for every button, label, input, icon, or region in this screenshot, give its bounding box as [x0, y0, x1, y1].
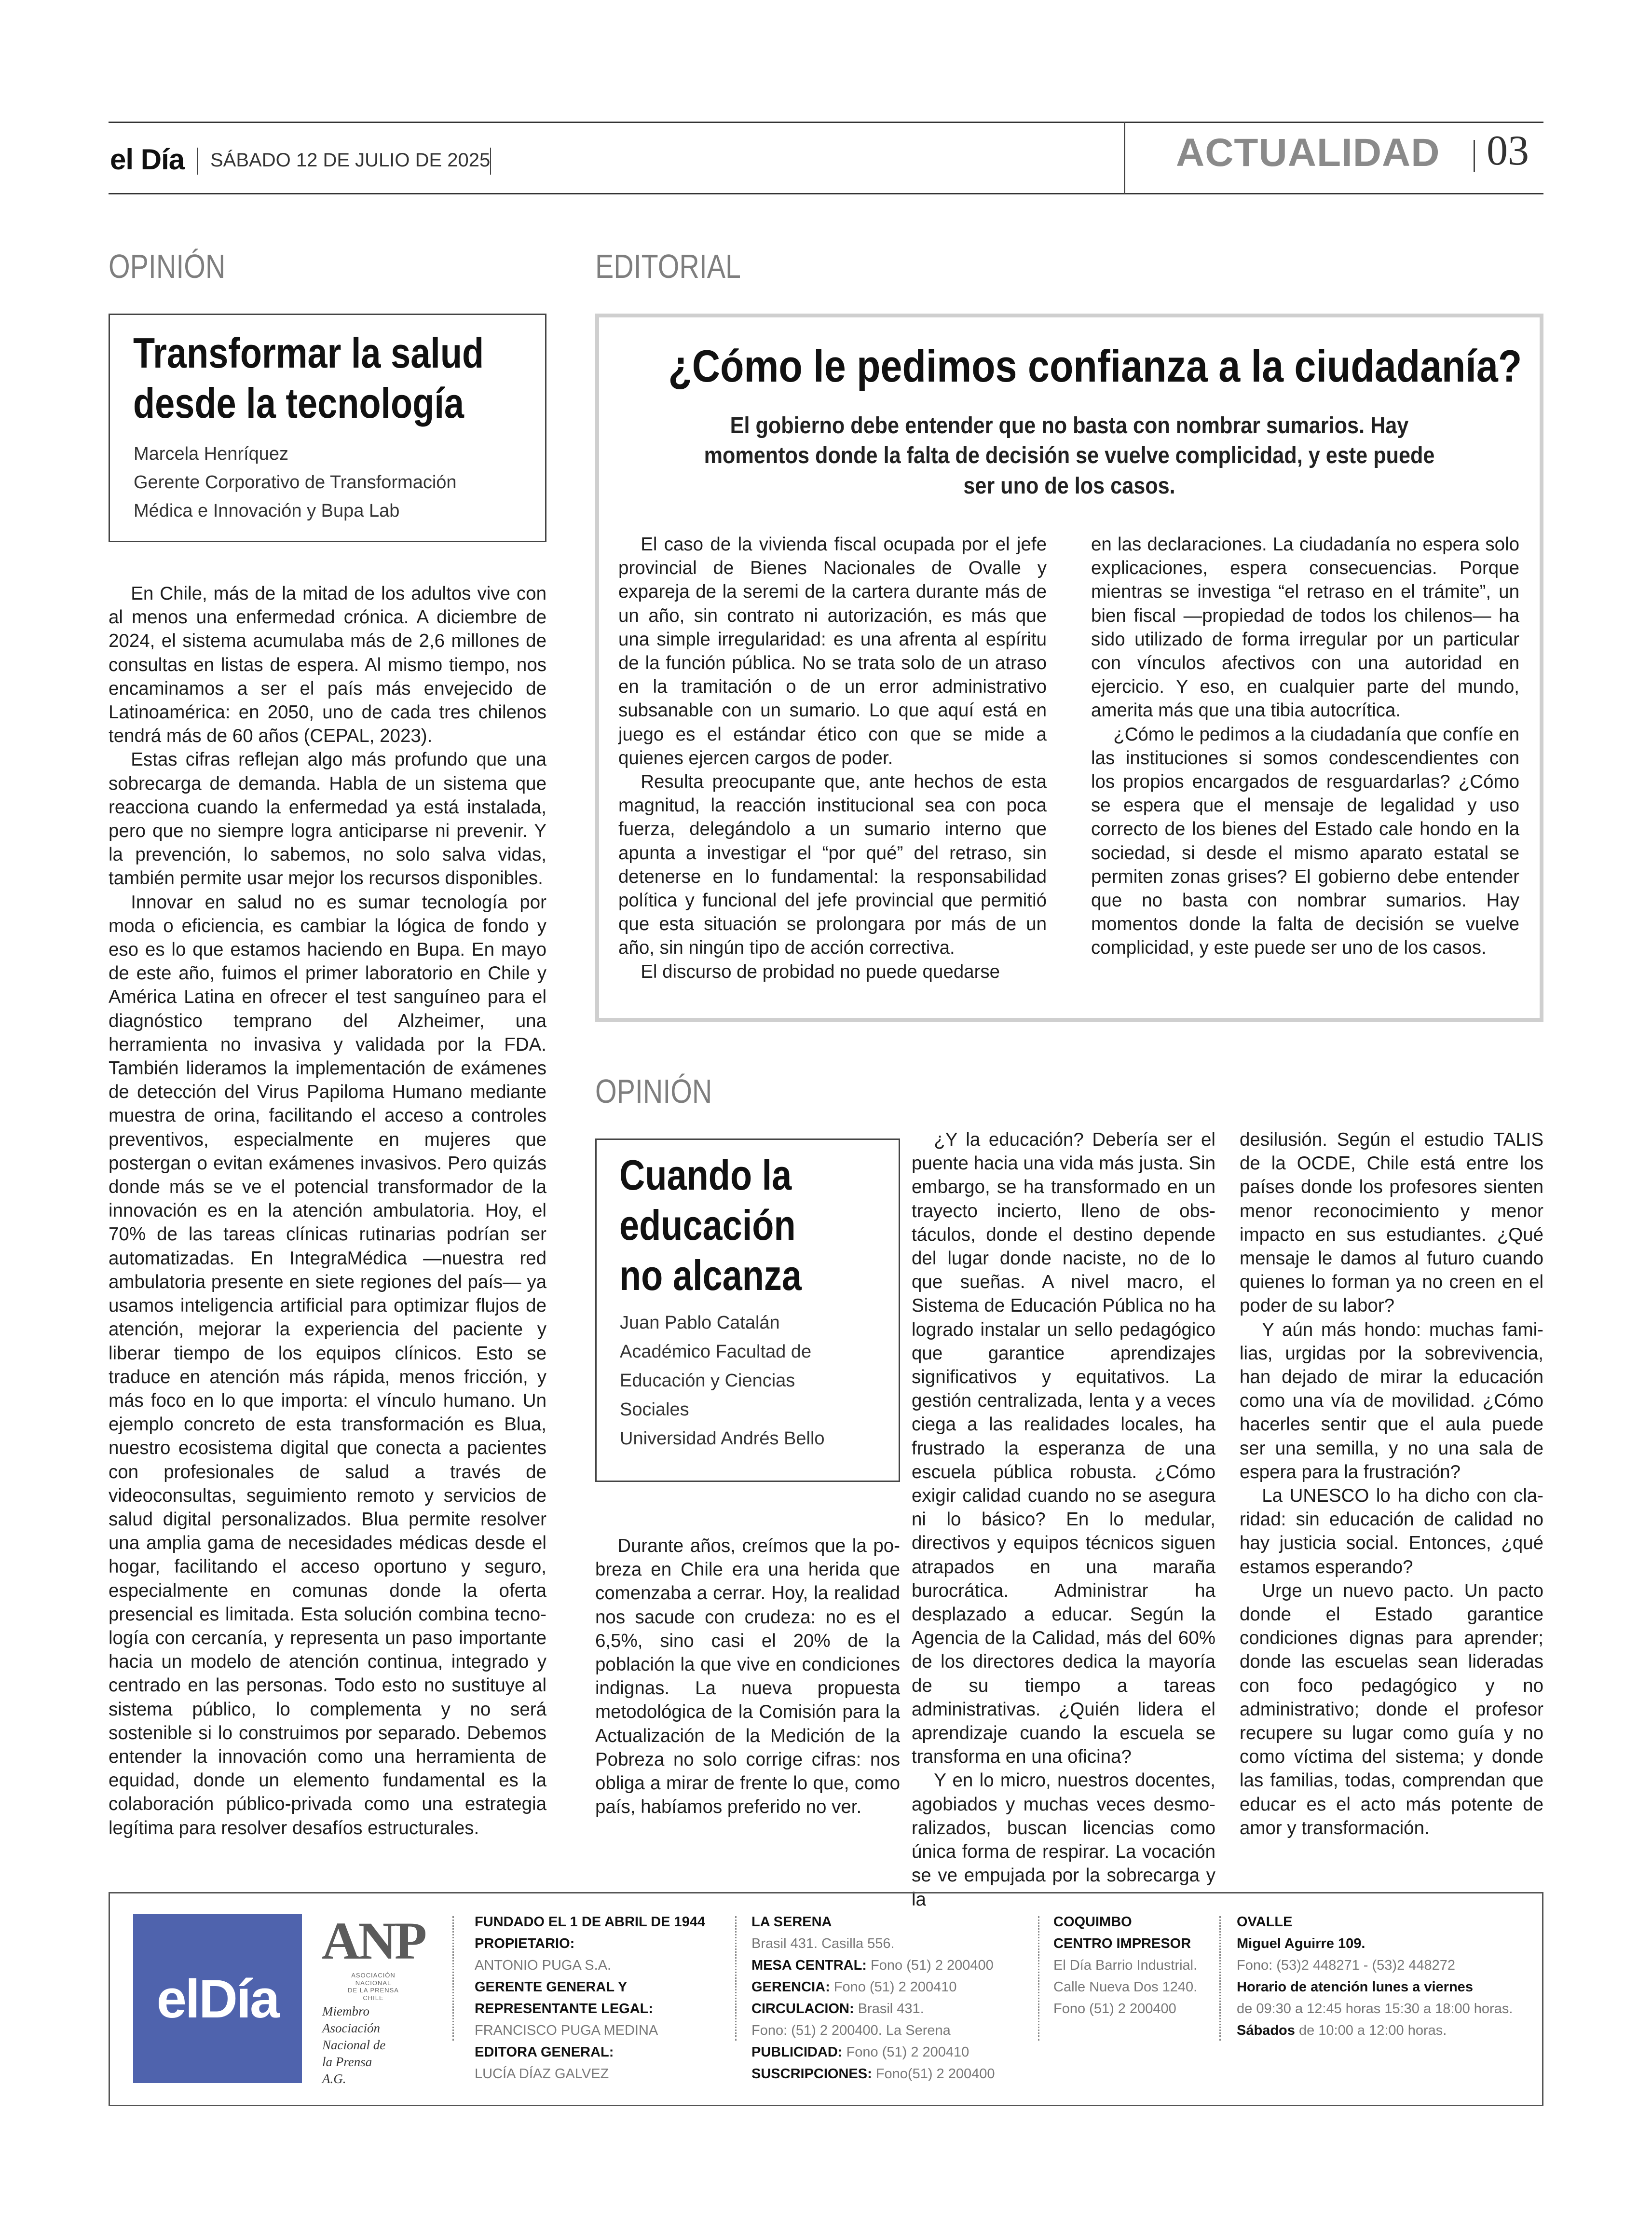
opinion2-kicker: OPINIÓN — [595, 1072, 712, 1110]
la-serena-fono: Fono: (51) 2 200400. La Serena — [751, 2023, 951, 2038]
anp-small-3: DE LA PRENSA — [348, 1987, 399, 1994]
member-line-3: Nacional de — [322, 2038, 386, 2053]
anp-member-text — [322, 2003, 385, 2087]
masthead-sep-3 — [1474, 140, 1475, 172]
gerencia-value: Fono (51) 2 200410 — [833, 1979, 957, 1995]
opinion-headline-line-1: Transformar la salud — [133, 329, 484, 377]
coquimbo-city: COQUIMBO — [1053, 1914, 1132, 1930]
opinion2-headline — [619, 1150, 802, 1300]
editorial-col-1 — [618, 533, 1047, 996]
opinion-paragraph: En Chile, más de la mitad de los adultos vive con al menos una enfermedad crónica. A diciembre de 2024, el sistema acumulaba más de 2,6 millones de consultas en listas de espera. Al mismo tiempo, nos encaminamos a ser el país más envejecido de Latinoamérica: en 2050, uno de cada tres chilenos tendrá más de 60 años (CEPAL, 2023). — [109, 583, 546, 747]
footer-separator — [1219, 1916, 1221, 2041]
masthead-date: SÁBADO 12 DE JULIO DE 2025 — [210, 150, 491, 171]
opinion-headline-line-2: desde la tecnología — [133, 379, 464, 427]
footer-logo-text: elDía — [156, 1968, 279, 2029]
opinion2-paragraph: ¿Y la educación? Debería ser el puente hacia una vida más justa. Sin embargo, se ha transformado en un trayecto incierto, lleno de obstáculos, donde el destino depende del lugar donde naciste, no de lo que sueñas. A nivel macro, el Sistema de Educación Pública no ha logrado instalar un sello pedagógico que garantice aprendizajes significativos y equitativos. La gestión centralizada, lenta y a veces ciega a las realidades locales, ha frustrado la esperanza de una escuela pública robusta. ¿Cómo exigir calidad cuando no se asegura ni lo básico? En lo medular, directivos y equipos técnicos siguen atrapados en una maraña burocrática. Administrar ha desplazado a educar. Según la Agencia de la Calidad, más del 60% de los directores dedica la mayoría de su tiempo a tareas administrativas. ¿Quién lidera el aprendizaje cuando la escuela se transforma en una oficina? — [912, 1129, 1215, 1768]
anp-small-2: NACIONAL — [355, 1979, 392, 1987]
author-name: Juan Pablo Catalán — [620, 1313, 780, 1333]
opinion2-paragraph: Durante años, creímos que la pobreza en Chile era una herida que comenzaba a cerrar. Hoy, la realidad nos sacude con crudeza: no es el 6,5%, sino casi el 20% de la población la que vive en condiciones indignas. La nueva propuesta metodológica de la Comisión para la Actualización de la Medición de la Pobreza no solo corrige cifras: nos obliga a mirar de frente lo que, como país, habíamos preferido no ver. — [595, 1536, 900, 1818]
member-line-1: Miembro — [322, 2004, 369, 2018]
author-role-2: Médica e Innovación y Bupa Lab — [134, 500, 400, 521]
anp-small-4: CHILE — [363, 1994, 384, 2002]
suscripciones-value: Fono(51) 2 200400 — [875, 2066, 995, 2082]
editor-value: LUCÍA DÍAZ GALVEZ — [475, 2066, 609, 2082]
editorial-paragraph: Resulta preocupante que, ante hechos de esta magnitud, la reacción institucional sea con poca fuerza, delegándolo a un sumario interno que apunta a investigar el “por qué” del retraso, sin detenerse en lo fundamental: la responsabilidad política y funcional del jefe provincial que permitió que esta situación se prolongara por más de un año, sin ningún tipo de acción correctiva. — [618, 771, 1047, 959]
suscripciones-label: SUSCRIPCIONES: — [751, 2066, 872, 2082]
footer-col-la-serena — [751, 1911, 1022, 2085]
page-number: 03 — [1487, 127, 1529, 174]
editorial-col-2 — [1091, 533, 1519, 996]
opinion-kicker: OPINIÓN — [109, 247, 226, 285]
owner-value: ANTONIO PUGA S.A. — [475, 1958, 612, 1973]
editor-label: EDITORA GENERAL: — [475, 2044, 614, 2060]
manager-label-2: REPRESENTANTE LEGAL: — [475, 2001, 654, 2016]
opinion2-col-2 — [912, 1128, 1215, 1910]
opinion2-paragraph: Urge un nuevo pacto. Un pacto donde el Estado garantice condiciones dignas para aprender; donde las escuelas sean lideradas con foco pedagógico y no administrativo; donde el profesor recupere su lugar como guía y no como víctima del sistema; y donde las familias, todas, comprendan que educar es el acto más potente de amor y transformación. — [1240, 1580, 1543, 1838]
opinion2-headline-line-1: Cuando la — [619, 1151, 792, 1199]
circulacion-label: CIRCULACION: — [751, 2001, 854, 2016]
central-value: Fono (51) 2 200400 — [871, 1958, 994, 1973]
masthead-logo: el Día — [110, 143, 185, 176]
footer-separator — [735, 1916, 737, 2041]
author-role-1: Gerente Corporativo de Transformación — [134, 472, 457, 493]
anp-logo — [320, 1910, 426, 2002]
gerencia-label: GERENCIA: — [751, 1979, 830, 1995]
opinion-byline — [134, 440, 457, 525]
coquimbo-line-2: Calle Nueva Dos 1240. — [1053, 1979, 1198, 1995]
editorial-subtitle-line-3: ser uno de los casos. — [963, 473, 1175, 499]
author-role-3: Sociales — [620, 1399, 689, 1420]
ovalle-saturday-label: Sábados — [1237, 2023, 1295, 2038]
editorial-subtitle-line-2: momentos donde la falta de decisión se vuelve complicidad, y este puede — [704, 443, 1435, 469]
editorial-title: ¿Cómo le pedimos confianza a la ciudadanía? — [668, 341, 1522, 391]
opinion-headline — [133, 328, 498, 428]
ovalle-address: Miguel Aguirre 109. — [1237, 1936, 1365, 1951]
author-name: Marcela Henríquez — [134, 444, 289, 464]
author-role-1: Académico Facultad de — [620, 1342, 812, 1362]
centro-impresor-label: CENTRO IMPRESOR — [1053, 1936, 1191, 1951]
masthead-top-rule — [109, 122, 1543, 123]
footer-col-coquimbo — [1053, 1911, 1217, 2020]
member-line-2: Asociación — [322, 2021, 380, 2036]
opinion2-paragraph: La UNESCO lo ha dicho con claridad: sin educación de calidad no hay justicia social. Entonces, ¿qué estamos esperando? — [1240, 1485, 1543, 1577]
anp-small-1: ASOCIACIÓN — [351, 1972, 396, 1979]
ovalle-hours-label: Horario de atención lunes a viernes — [1237, 1979, 1473, 1995]
coquimbo-line-1: El Día Barrio Industrial. — [1053, 1958, 1198, 1973]
manager-label-1: GERENTE GENERAL Y — [475, 1979, 628, 1995]
ovalle-saturday-hours: de 10:00 a 12:00 horas. — [1298, 2023, 1447, 2038]
author-role-2: Educación y Ciencias — [620, 1371, 795, 1391]
editorial-paragraph: en las declaraciones. La ciudadanía no espera solo explicaciones, espera consecuencias. Porque mientras se investiga “el retraso en el trámite”, un bien fiscal —propiedad de todos los chilenos— ha sido utilizado de forma irregular por un particular con vínculos afectivos con una autoridad en ejercicio. Y eso, en cualquier parte del mundo, amerita más que una tibia autocrítica. — [1091, 534, 1519, 721]
opinion-paragraph: Estas cifras reflejan algo más profundo que una sobrecarga de demanda. Habla de un sistema que reacciona cuando la enfermedad ya está instalada, pero que no siempre logra anticiparse ni prevenir. Y la prevención, lo sabemos, no solo salva vidas, también permite usar mejor los recursos disponibles. — [109, 749, 546, 889]
opinion-body — [109, 582, 546, 1846]
member-line-5: A.G. — [322, 2071, 346, 2086]
footer-separator — [452, 1916, 454, 2041]
masthead-sep-1 — [197, 148, 198, 175]
publicidad-value: Fono (51) 2 200410 — [846, 2044, 969, 2060]
section-name: ACTUALIDAD — [1176, 131, 1440, 175]
editorial-kicker: EDITORIAL — [595, 247, 741, 285]
anp-logo-text: ANP — [321, 1911, 425, 1970]
circulacion-value: Brasil 431. — [858, 2001, 924, 2016]
ovalle-hours: de 09:30 a 12:45 horas 15:30 a 18:00 horas. — [1237, 2001, 1513, 2016]
opinion2-paragraph: desilusión. Según el estudio TALIS de la OCDE, Chile está entre los países donde los profesores sienten menor reconocimiento y menor impacto en sus estudiantes. ¿Qué mensaje le damos al futuro cuando quienes lo forman ya no creen en el poder de su labor? — [1240, 1129, 1543, 1317]
masthead-bottom-rule — [109, 193, 1543, 194]
footer-col-staff — [475, 1911, 735, 2085]
publicidad-label: PUBLICIDAD: — [751, 2044, 843, 2060]
opinion2-byline — [620, 1308, 825, 1453]
opinion2-col-3 — [1240, 1128, 1543, 1838]
opinion2-headline-line-3: no alcanza — [619, 1251, 802, 1299]
anp-logo-subtext — [320, 1972, 426, 2002]
footer-logo — [133, 1914, 302, 2083]
editorial-paragraph: ¿Cómo le pedimos a la ciudadanía que confíe en las instituciones si somos condescendientes con los propios encargados de resguardarlas? ¿Cómo se espera que el mensaje de legalidad y uso correcto de los bienes del Estado cale hondo en la sociedad, si desde el mismo aparato estatal se permiten zonas grises? El gobierno debe entender que no basta con nombrar sumarios. Hay momentos donde la falta de decisión se vuelve complicidad, y este puede ser uno de los casos. — [1091, 724, 1519, 959]
footer-separator — [1038, 1916, 1039, 2041]
author-role-4: Universidad Andrés Bello — [620, 1428, 825, 1449]
opinion-paragraph: Innovar en salud no es sumar tecnología por moda o eficiencia, es cambiar la lógica de fondo y eso es lo que estamos haciendo en Bupa. En mayo de este año, fuimos el primer laboratorio en Chile y América Latina en ofrecer el test sanguíneo para el diagnóstico temprano del Alzheimer, una herramienta no invasiva y validada por la FDA. También lideramos la implementación de exámenes de detección del Virus Papiloma Humano mediante muestra de orina, facilitando el acceso a controles preventivos, especialmente en mujeres que postergan o evitan exámenes invasivos. Pero quizás donde más se ve el potencial transformador de la innovación es en la atención ambulatoria. Hoy, el 70% de las tareas clínicas rutinarias podrían ser automatizadas. En IntegraMédica —nuestra red ambulatoria presente en siete regiones del país— ya usamos inteligencia artificial para optimizar flujos de atención, mejorar la experiencia del paciente y liberar tiempo de los equipos clínicos. Esto se traduce en atención más rápida, menos fricción, y más foco en lo que importa: el vínculo humano. Un ejemplo concreto de esta transformación es Blua, nuestro ecosistema digital que conecta a pacientes con profesionales de salud a través de videoconsultas, seguimiento remoto y servicios de salud digital personalizados. Blua permite resolver una amplia gama de necesidades médicas desde el hogar, facilitando el acceso oportuno y seguro, especialmente en comunas donde la oferta presencial es limitada. Esta solución combina tecnología con cercanía, y representa un paso importante hacia un modelo de atención continua, integrado y centrado en las personas. Todo esto no sustituye al sistema público, lo complementa y no será sostenible si lo construimos por separado. Debemos entender la innovación como una herramienta de equidad, donde un elemento fundamental es la colaboración público-privada como una estrategia legítima para resolver desafíos estructurales. — [109, 892, 546, 1838]
founded-label: FUNDADO EL 1 DE ABRIL DE 1944 — [475, 1914, 706, 1930]
opinion2-paragraph: Y en lo micro, nuestros docentes, agobiados y muchas veces desmoralizados, buscan licencias como única forma de respirar. La vocación se ve empujada por la sobrecarga y la — [912, 1770, 1215, 1910]
editorial-subtitle — [650, 411, 1489, 501]
opinion2-paragraph: Y aún más hondo: muchas familias, urgidas por la sobrevivencia, han dejado de mirar la educación como una vía de movilidad. ¿Cómo hacerles sentir que el aula puede ser una semilla, y no una sala de espera para la frustración? — [1240, 1319, 1543, 1482]
manager-value: FRANCISCO PUGA MEDINA — [475, 2023, 658, 2038]
coquimbo-line-3: Fono (51) 2 200400 — [1053, 2001, 1176, 2016]
central-label: MESA CENTRAL: — [751, 1958, 867, 1973]
footer-col-ovalle — [1237, 1911, 1541, 2042]
editorial-paragraph: El discurso de probidad no puede quedarse — [641, 961, 1000, 982]
masthead-sep-2 — [490, 148, 491, 175]
owner-label: PROPIETARIO: — [475, 1936, 575, 1951]
ovalle-city: OVALLE — [1237, 1914, 1293, 1930]
masthead-divider — [1124, 122, 1125, 194]
editorial-subtitle-line-1: El gobierno debe entender que no basta con nombrar sumarios. Hay — [730, 413, 1409, 439]
opinion2-col-1 — [595, 1534, 900, 1828]
member-line-4: la Prensa — [322, 2055, 372, 2070]
ovalle-fono: Fono: (53)2 448271 - (53)2 448272 — [1237, 1958, 1456, 1973]
la-serena-city: LA SERENA — [751, 1914, 832, 1930]
opinion2-headline-line-2: educación — [619, 1201, 796, 1249]
editorial-paragraph: El caso de la vivienda fiscal ocupada por el jefe provincial de Bienes Nacionales de Ovalle y expareja de la seremi de la cartera durante más de un año, sin contrato ni autorización, es más que una simple irregularidad: es una afrenta al espíritu de la función pública. No se trata solo de un atraso en la tramitación o de un error administrativo subsanable con un sumario. Lo que aquí está en juego es el estándar ético con que se mide a quienes ejercen cargos de poder. — [618, 534, 1047, 768]
la-serena-address: Brasil 431. Casilla 556. — [751, 1936, 895, 1951]
